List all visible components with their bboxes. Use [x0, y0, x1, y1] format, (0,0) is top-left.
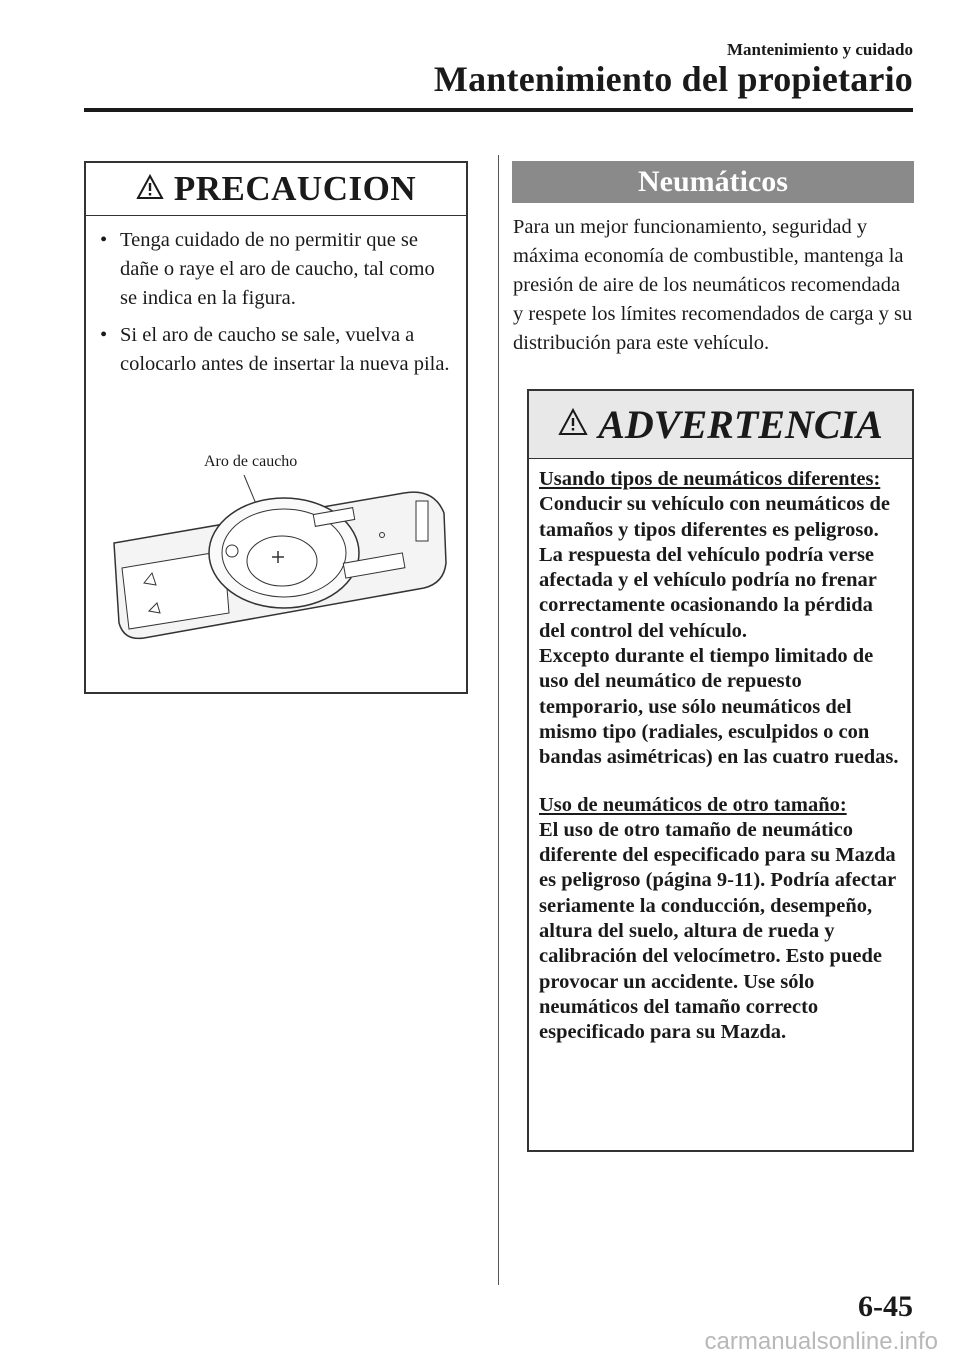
bullet: •: [100, 324, 108, 346]
header-section: Mantenimiento y cuidado: [726, 40, 913, 59]
caution-item: [100, 321, 454, 379]
warning-title: ADVERTENCIA: [598, 402, 883, 447]
key-housing-illustration: [104, 453, 448, 653]
warning-header: [529, 391, 912, 459]
caution-item-text: Si el aro de caucho se sale, vuelva a colocarlo antes de insertar la nueva pila.: [120, 324, 450, 375]
caution-box: [84, 161, 468, 694]
warning-subheading: Uso de neumáticos de otro tamaño:: [539, 793, 847, 816]
caution-item-text: Tenga cuidado de no permitir que se dañe o raye el aro de caucho, tal como se indica en la figura.: [120, 229, 435, 309]
warning-triangle-icon: [558, 408, 588, 441]
caution-list: [86, 216, 466, 379]
figure-label: Aro de caucho: [204, 453, 298, 470]
warning-paragraph: Conducir su vehículo con neumáticos de tamaños y tipos diferentes es peligroso. La respuesta del vehículo podría verse afectada y el vehículo podría no frenar correctamente ocasionando la pérdida del control del vehículo.: [539, 493, 891, 642]
page-number: 6-45: [858, 1290, 913, 1323]
warning-body: [529, 459, 912, 1046]
footer-watermark: carmanualsonline.info: [704, 1328, 938, 1355]
intro-paragraph: Para un mejor funcionamiento, seguridad y máxima economía de combustible, mantenga la presión de aire de los neumáticos recomendada y respete los límites recomendados de carga y su distribución para este vehículo.: [513, 216, 913, 354]
caution-header: [86, 163, 466, 216]
warning-paragraph: El uso de otro tamaño de neumático diferente del especificado para su Mazda es peligroso (página 9-11). Podría afectar seriamente la conducción, desempeño, altura del suelo, altura de rueda y calibración del velocímetro. Esto puede provocar un accidente. Use sólo neumáticos del tamaño correcto especificado para su Mazda.: [539, 818, 896, 1044]
warning-triangle-icon: [136, 174, 164, 205]
bullet: •: [100, 229, 108, 251]
spacer: [539, 771, 902, 793]
page-title: Mantenimiento del propietario: [433, 59, 913, 99]
header-rule: [84, 108, 913, 112]
warning-paragraph: Excepto durante el tiempo limitado de uso del neumático de repuesto temporario, use sólo neumáticos del mismo tipo (radiales, esculpidos o con bandas asimétricas) en las cuatro ruedas.: [539, 645, 899, 769]
column-divider: [498, 155, 499, 1285]
caution-item: [100, 226, 454, 313]
key-battery-figure: [104, 453, 448, 653]
warning-subheading: Usando tipos de neumáticos diferentes:: [539, 468, 881, 490]
caution-title: PRECAUCION: [173, 169, 417, 208]
warning-box: [527, 389, 914, 1152]
section-title-bar: Neumáticos: [512, 161, 914, 203]
